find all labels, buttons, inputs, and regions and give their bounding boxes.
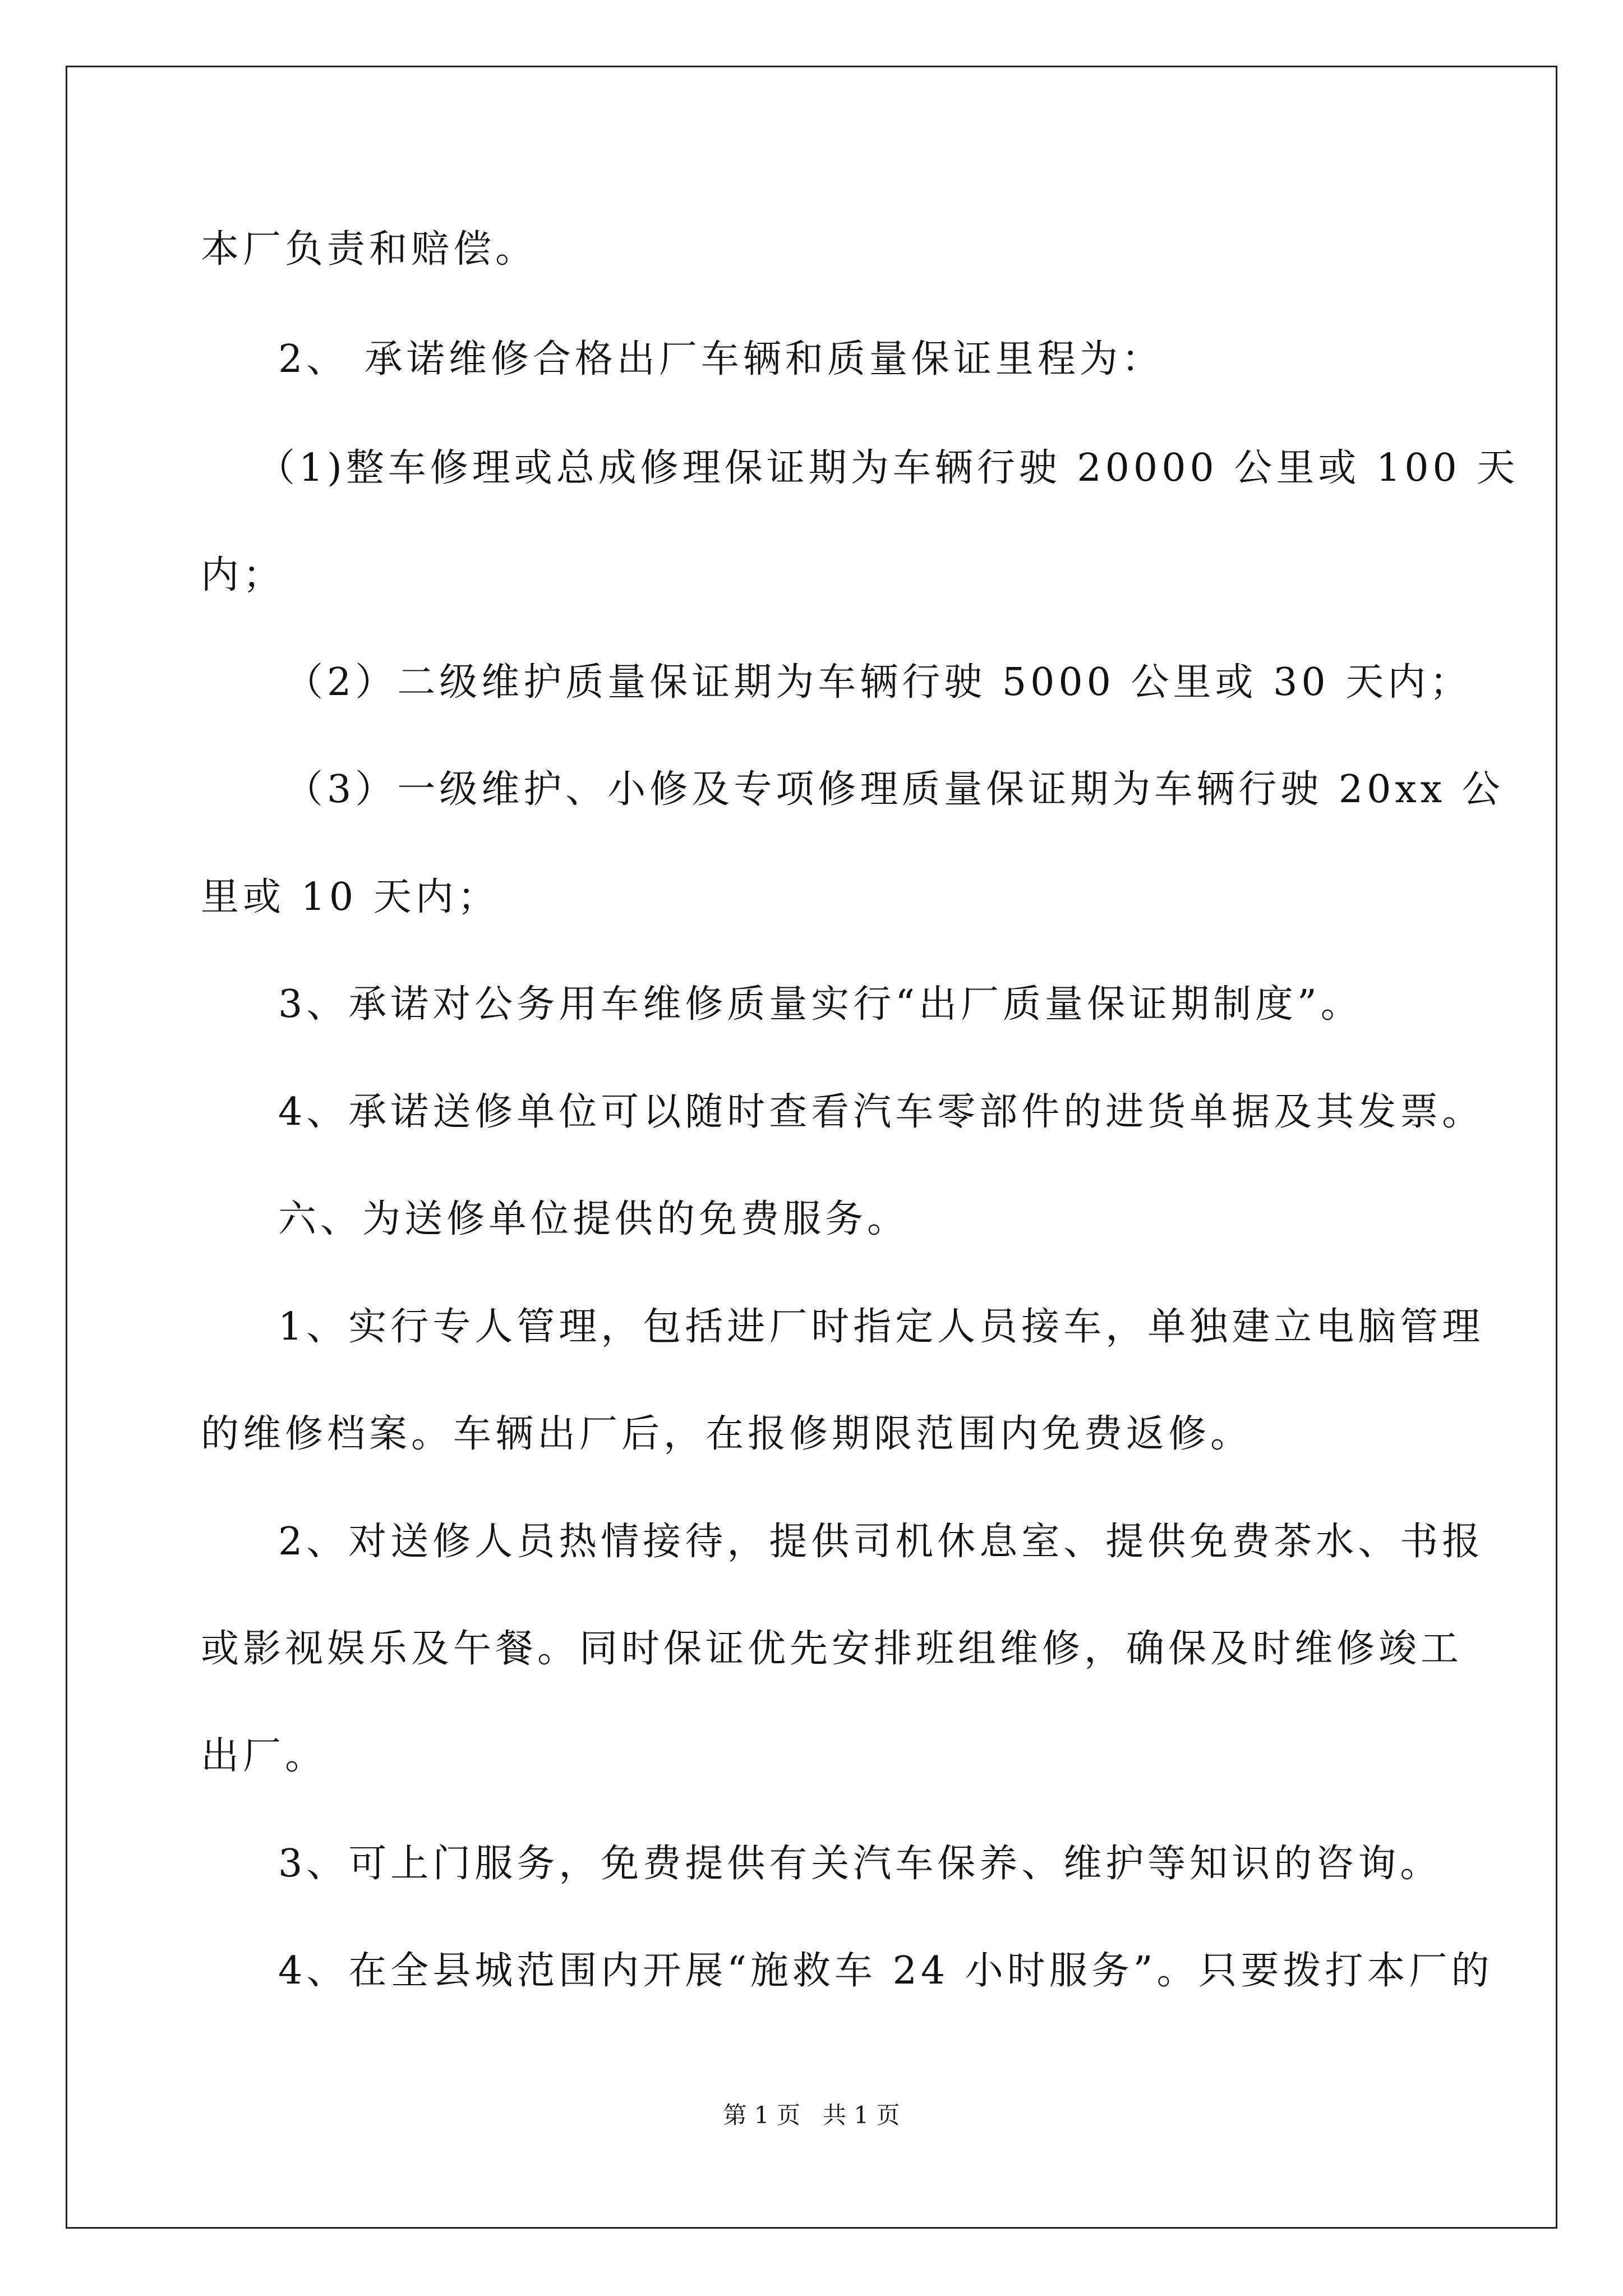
section-heading: 六、为送修单位提供的免费服务。 [278,1197,910,1241]
text-line: 的维修档案。车辆出厂后，在报修期限范围内免费返修。 [201,1412,1253,1456]
text-line: 或影视娱乐及午餐。同时保证优先安排班组维修，确保及时维修竣工 [201,1627,1463,1671]
text-line: 2、 承诺维修合格出厂车辆和质量保证里程为： [278,337,1164,381]
text-line: （2）二级维护质量保证期为车辆行驶 5000 公里或 30 天内； [285,660,1472,705]
text-line: 2、对送修人员热情接待，提供司机休息室、提供免费茶水、书报 [278,1520,1484,1564]
text-line: 4、承诺送修单位可以随时查看汽车零部件的进货单据及其发票。 [278,1090,1484,1134]
text-line: （3）一级维护、小修及专项修理质量保证期为车辆行驶 20xx 公 [285,767,1504,812]
text-line: 3、承诺对公务用车维修质量实行“出厂质量保证期制度”。 [278,982,1363,1027]
page-border [66,66,1557,2229]
text-line: 里或 10 天内； [201,875,500,919]
text-line: 1、实行专人管理，包括进厂时指定人员接车，单独建立电脑管理 [278,1305,1484,1349]
text-line: 3、可上门服务，免费提供有关汽车保养、维护等知识的咨询。 [278,1842,1442,1886]
page-footer: 第 1 页 共 1 页 [723,2101,900,2129]
text-line: 本厂负责和赔偿。 [201,227,538,272]
text-line: 4、在全县城范围内开展“施救车 24 小时服务”。只要拨打本厂的 [278,1949,1493,1993]
text-line: 出厂。 [201,1734,328,1778]
text-line: 内； [201,553,285,597]
text-line: （1)整车修理或总成修理保证期为车辆行驶 20000 公里或 100 天 [257,446,1519,490]
